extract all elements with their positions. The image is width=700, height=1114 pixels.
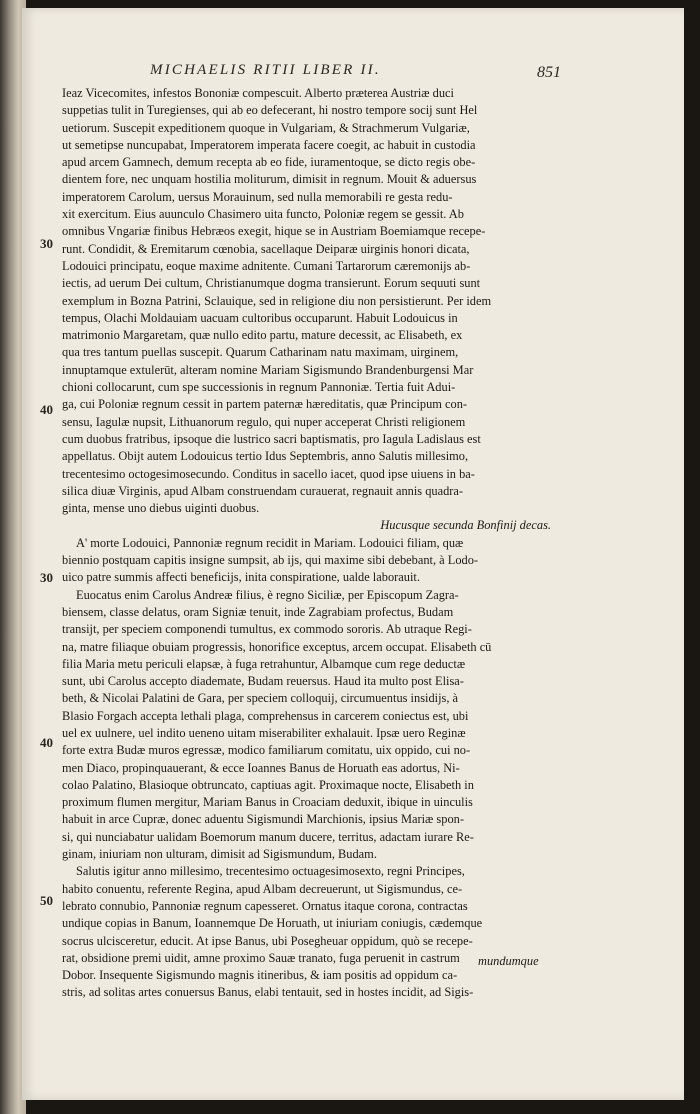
text-line: suppetias tulit in Turegienses, qui ab eo defecerant, hi nostro tempore socij sunt Hel	[62, 103, 478, 118]
page-number: 851	[537, 64, 561, 81]
text-line: stris, ad solitas artes conuersus Banus, elabi tentauit, sed in hostes incidit, ad Sigis-	[62, 985, 474, 1000]
text-line: undique copias in Banum, Ioannemque De Horuath, ut iniuriam coniugis, cædemque	[62, 916, 483, 931]
text-line: Dobor. Insequente Sigismundo magnis itineribus, & iam positis ad oppidum ca-	[62, 968, 458, 983]
margin-number: 30	[40, 570, 53, 585]
text-line: proximum flumen mergitur, Mariam Banus in Croaciam deduxit, ibique in uinculis	[62, 795, 473, 810]
text-line: Euocatus enim Carolus Andreæ filius, è regno Siciliæ, per Episcopum Zagra-	[76, 587, 459, 602]
text-line: uetiorum. Suscepit expeditionem quoque in Vulgariam, & Strachmerum Vulgariæ,	[62, 120, 470, 135]
text-line: transijt, per speciem componendi tumultus, ex commodo sororis. Ab utraque Regi-	[62, 622, 472, 637]
text-line: matrimonio Margaretam, quæ nullo edito partu, mature decessit, ac Elisabeth, ex	[62, 328, 463, 343]
text-line: habuit in arce Cupræ, donec aduentu Sigismundi Marchionis, ipsius Mariæ spon-	[62, 812, 464, 827]
running-head: MICHAELIS RITII LIBER II.	[150, 62, 381, 78]
text-line: filia Maria metu periculi elapsæ, à fuga retrahuntur, Albamque cum rege deductæ	[62, 656, 466, 671]
text-line: Ieaz Vicecomites, infestos Bononiæ compescuit. Alberto præterea Austriæ duci	[62, 86, 454, 100]
text-line: lebrato connubio, Pannoniæ regnum capesseret. Ornatus itaque corona, contractas	[62, 898, 468, 913]
text-line: habito conuentu, referente Regina, apud Albam decreuerunt, ut Sigismundus, ce-	[62, 881, 463, 896]
margin-number: 30	[40, 236, 53, 251]
text-line: beth, & Nicolai Palatini de Gara, per speciem colloquij, circumuentus insidijs, à	[62, 691, 459, 706]
text-line: uico patre summis affecti beneficijs, inita conspiratione, ualde laborauit.	[62, 570, 420, 585]
text-line: xit exercitum. Eius auunculo Chasimero uita functo, Poloniæ regem se gessit. Ab	[62, 207, 464, 222]
text-line: iectis, ad uerum Dei cultum, Christianumque dogma transierunt. Eorum sequuti sunt	[62, 276, 481, 291]
text-line: colao Palatino, Blasioque obtruncato, captiuas agit. Proximaque nocte, Elisabeth in	[62, 777, 474, 792]
text-line: ga, cui Poloniæ regnum cessit in partem paternæ hæreditatis, quæ Principum con-	[62, 397, 468, 412]
text-line: Salutis igitur anno millesimo, trecentesimo octuagesimosexto, regni Principes,	[76, 864, 465, 879]
catchword: mundumque	[478, 954, 539, 968]
text-line: biennio postquam capitis insigne sumpsit, ab ijs, qui maxime sibi debebant, à Lodo-	[62, 553, 479, 568]
text-line: sunt, ubi Carolus accepto diademate, Budam reuersus. Haud ita multo post Elisa-	[62, 674, 464, 689]
text-line: chioni collocarunt, cum spe successionis in regnum Pannoniæ. Tertia fuit Adui-	[62, 380, 456, 395]
text-line: tempus, Olachi Moldauiam uacuam cultoribus occuparunt. Habuit Lodouicus in	[62, 310, 458, 325]
text-line: forte extra Budæ muros egressæ, modico familiarum comitatu, uix oppido, cui no-	[62, 743, 471, 758]
text-line: A' morte Lodouici, Pannoniæ regnum recidit in Mariam. Lodouici filiam, quæ	[76, 535, 464, 550]
text-line: biensem, classe delatus, oram Signiæ tenuit, inde Zagrabiam profectus, Budam	[62, 604, 454, 619]
section-note: Hucusque secunda Bonfinij decas.	[380, 518, 551, 533]
text-line: runt. Condidit, & Eremitarum cœnobia, sacellaque Deiparæ uirginis honori dicata,	[62, 241, 470, 256]
text-line: sensu, Iagulæ nupsit, Lithuanorum regulo, qui nuper acceperat Christi religionem	[62, 414, 466, 429]
text-line: si, qui nunciabatur ualidam Boemorum manum ducere, territus, adactam iurare Re-	[62, 829, 474, 844]
text-line: innuptamque extulerūt, alteram nomine Mariam Sigismundo Brandenburgensi Mar	[62, 362, 474, 377]
text-line: ginta, mense uno diebus uiginti duobus.	[62, 501, 260, 516]
text-line: dientem fore, nec unquam hostilia moliturum, dimisit in regnum. Mouit & aduersus	[62, 172, 477, 187]
text-line: apud arcem Gamnech, demum recepta ab eo fide, iuramentoque, se dicto regis obe-	[62, 155, 476, 170]
text-line: uel ex uulnere, uel indito ueneno uitam miserabiliter exhalauit. Ipsæ uero Reginæ	[62, 725, 466, 740]
text-line: Blasio Forgach accepta lethali plaga, comprehensus in carcerem coniectus est, ubi	[62, 708, 469, 723]
body-text	[62, 85, 559, 1002]
text-line: omnibus Vngariæ finibus Hebræos exegit, hique se in Austriam Boemiamque recepe-	[62, 224, 486, 239]
text-line: silica diuæ Virginis, apud Albam construendam curauerat, regnauit annis quadra-	[62, 483, 464, 498]
text-line: cum duobus fratribus, ipsoque die lustrico sacri baptismatis, pro Iagula Ladislaus est	[62, 431, 481, 446]
margin-number: 50	[40, 893, 53, 908]
text-line: exemplum in Bozna Patrini, Sclauique, sed in religione diu non persistierunt. Per idem	[62, 293, 492, 308]
text-line: qua tres tantum puellas suscepit. Quarum Catharinam natu maximam, uirginem,	[62, 345, 459, 360]
text-line: trecentesimo octogesimosecundo. Conditus in sacello iacet, quod ipse uiuens in ba-	[62, 466, 475, 481]
text-line: socrus ulcisceretur, educit. At ipse Banus, ubi Posegheuar oppidum, quò se recepe-	[62, 933, 473, 948]
text-line: na, matre filiaque obuiam progressis, honorifice exceptus, arcem occupat. Elisabeth cū	[62, 639, 492, 654]
margin-number: 40	[40, 402, 53, 417]
text-line: men Diaco, propinquauerant, & ecce Ioannes Banus de Horuath eas adortus, Ni-	[62, 760, 460, 775]
text-line: rat, obsidione premi uidit, amne proximo Sauæ tranato, fuga peruenit in castrum	[62, 950, 460, 965]
text-line: ut semetipse nuncupabat, Imperatorem imperata facere coegit, ac habuit in custodia	[62, 137, 476, 152]
text-line: appellatus. Obijt autem Lodouicus tertio Idus Septembris, anno Salutis millesimo,	[62, 449, 469, 464]
text-line: ginam, iniuriam non ulturam, dimisit ad Sigismundum, Budam.	[62, 847, 377, 862]
text-line: Lodouici principatu, eoque maxime adnitente. Cumani Tartarorum cæremonijs ab-	[62, 258, 471, 273]
margin-number: 40	[40, 735, 53, 750]
text-line: imperatorem Carolum, uersus Morauinum, sed nulla memorabili re gesta redu-	[62, 189, 453, 204]
